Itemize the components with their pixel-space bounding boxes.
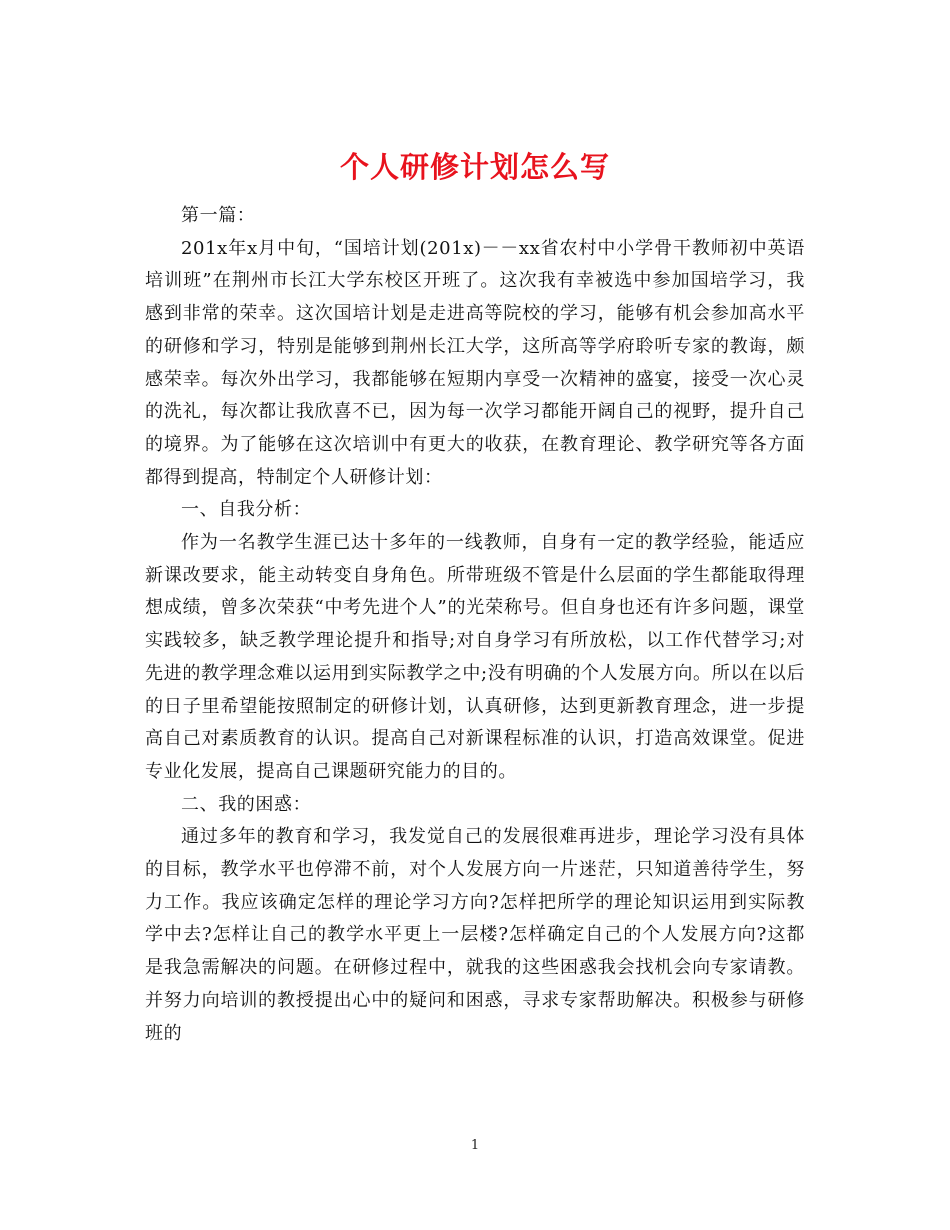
page-number: 1 xyxy=(470,1138,480,1153)
section-label: 第一篇： xyxy=(181,205,256,226)
intro-paragraph: 201x年x月中旬，“国培计划(201x)－－xx省农村中小学骨干教师初中英语培训班”在荆州市长江大学东校区开班了。这次我有幸被选中参加国培学习，我感到非常的荣幸。这次国培计划是走进高等院校的学习，能够有机会参加高水平的研修和学习，特别是能够到荆州长江大学，这所高等学府聆听专家的教诲，颇感荣幸。每次外出学习，我都能够在短期内享受一次精神的盛宴，接受一次心灵的洗礼，每次都让我欣喜不已，因为每一次学习都能开阔自己的视野，提升自己的境界。为了能够在这次培训中有更大的收获，在教育理论、教学研究等各方面都得到提高，特制定个人研修计划： xyxy=(145,237,805,488)
confusion-paragraph: 通过多年的教育和学习，我发觉自己的发展很难再进步，理论学习没有具体的目标，教学水平也停滞不前，对个人发展方向一片迷茫，只知道善待学生，努力工作。我应该确定怎样的理论学习方向?怎样把所学的理论知识运用到实际教学中去?怎样让自己的教学水平更上一层楼?怎样确定自己的个人发展方向?这都是我急需解决的问题。在研修过程中，就我的这些困惑我会找机会向专家请教。并努力向培训的教授提出心中的疑问和困惑，寻求专家帮助解决。积极参与研修班的 xyxy=(145,826,805,1044)
document-body xyxy=(145,200,805,1050)
document-title: 个人研修计划怎么写 xyxy=(339,150,610,185)
heading-confusion: 二、我的困惑： xyxy=(181,793,312,815)
self-analysis-paragraph: 作为一名教学生涯已达十多年的一线教师，自身有一定的教学经验，能适应新课改要求，能主动转变自身角色。所带班级不管是什么层面的学生都能取得理想成绩，曾多次荣获“中考先进个人”的光荣称号。但自身也还有许多问题，课堂实践较多，缺乏教学理论提升和指导;对自身学习有所放松，以工作代替学习;对先进的教学理念难以运用到实际教学之中;没有明确的个人发展方向。所以在以后的日子里希望能按照制定的研修计划，认真研修，达到更新教育理念，进一步提高自己对素质教育的认识。提高自己对新课程标准的认识，打造高效课堂。促进专业化发展，提高自己课题研究能力的目的。 xyxy=(145,532,805,782)
heading-self-analysis: 一、自我分析： xyxy=(181,499,312,521)
